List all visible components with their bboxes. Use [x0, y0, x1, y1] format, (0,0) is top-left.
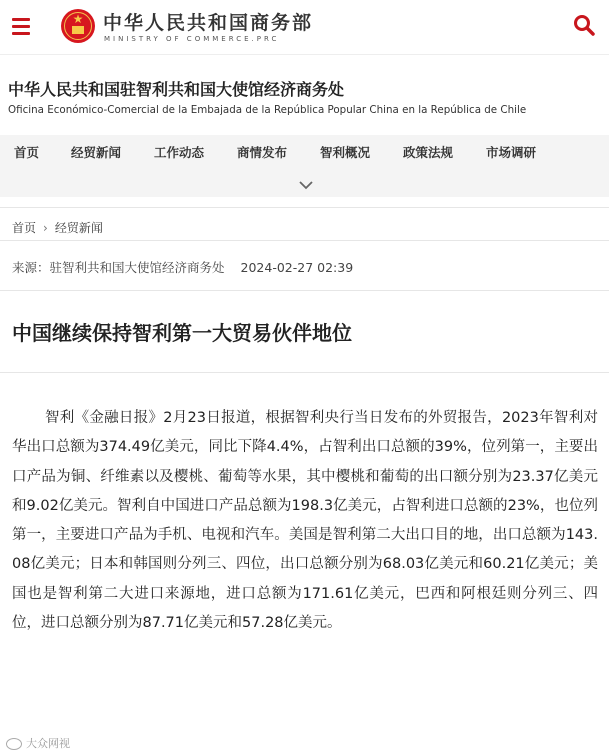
national-emblem-icon: ★	[61, 9, 95, 43]
breadcrumb-current[interactable]: 经贸新闻	[54, 221, 103, 235]
breadcrumb	[12, 219, 103, 236]
article-source: 来源：驻智利共和国大使馆经济商务处	[12, 260, 225, 275]
breadcrumb-home[interactable]: 首页	[12, 221, 37, 235]
watermark-logo-icon	[6, 738, 22, 750]
watermark-text: 大众网视	[26, 737, 70, 750]
site-title[interactable]: 中华人民共和国驻智利共和国大使馆经济商务处	[8, 80, 345, 99]
divider	[0, 372, 609, 373]
search-icon[interactable]	[573, 14, 595, 36]
logo-english: MINISTRY OF COMMERCE.PRC	[104, 35, 280, 43]
nav-item-chile-overview[interactable]: 智利概况	[320, 145, 371, 160]
chevron-right-icon: ›	[43, 221, 48, 235]
article-title: 中国继续保持智利第一大贸易伙伴地位	[12, 321, 352, 345]
divider	[0, 207, 609, 208]
watermark	[6, 735, 70, 751]
divider	[0, 240, 609, 241]
article-date: 2024-02-27 02:39	[240, 260, 354, 275]
hamburger-menu-icon[interactable]	[12, 18, 30, 35]
nav-item-market-research[interactable]: 市场调研	[486, 145, 537, 160]
nav-item-work-updates[interactable]: 工作动态	[154, 145, 205, 160]
nav-item-policies[interactable]: 政策法规	[403, 145, 454, 160]
article-meta	[12, 258, 353, 276]
nav-item-trade-news[interactable]: 经贸新闻	[71, 145, 122, 160]
article-body: 智利《金融日报》2月23日报道，根据智利央行当日发布的外贸报告，2023年智利对华出口总额为374.49亿美元，同比下降4.4%，占智利出口总额的39%，位列第一，主要出口产品为铜、纤维素以及樱桃、葡萄等水果，其中樱桃和葡萄的出口额分别为23.37亿美元和9.02亿美元。智利自中国进口产品总额为198.3亿美元，占智利进口总额的23%，也位列第一，主要进口产品为手机、电视和汽车。美国是智利第二大出口目的地，出口总额为143.08亿美元；日本和韩国则分列三、四位，出口总额分别为68.03亿美元和60.21亿美元；美国也是智利第二大进口来源地，进口总额为171.61亿美元，巴西和阿根廷则分列三、四位，进口总额分别为87.71亿美元和57.28亿美元。	[12, 410, 598, 632]
nav-item-home[interactable]: 首页	[14, 145, 40, 160]
site-subtitle: Oficina Económico-Comercial de la Embajada de la República Popular China en la República de Chile	[8, 104, 527, 116]
top-bar	[0, 0, 609, 55]
divider	[0, 290, 609, 291]
logo-chinese[interactable]: 中华人民共和国商务部	[103, 12, 314, 34]
chevron-down-icon[interactable]	[299, 175, 313, 185]
main-nav	[0, 135, 609, 197]
nav-item-business-info[interactable]: 商情发布	[237, 145, 288, 160]
